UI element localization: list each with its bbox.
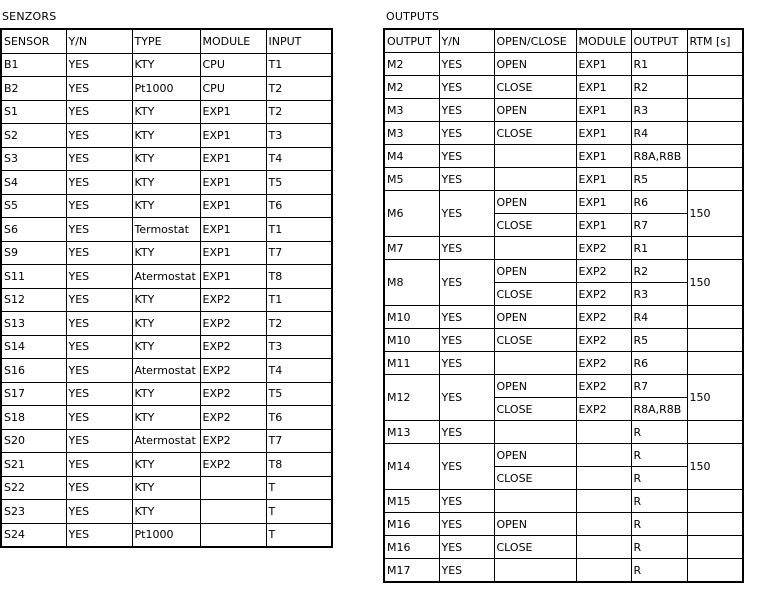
sensor-cell: S6 <box>1 218 66 242</box>
module-cell: EXP1 <box>200 147 266 171</box>
openclose-cell <box>494 145 576 168</box>
yn-cell: YES <box>439 513 494 536</box>
table-row <box>384 76 743 99</box>
type-cell: KTY <box>132 312 200 336</box>
input-cell: T4 <box>266 147 332 171</box>
relay-cell: R <box>631 421 687 444</box>
type-cell: KTY <box>132 476 200 500</box>
module-cell: EXP1 <box>576 76 631 99</box>
output-cell: M10 <box>384 329 439 352</box>
rtm-cell: 150 <box>687 375 743 421</box>
yn-cell: YES <box>66 265 132 289</box>
rtm-cell <box>687 559 743 583</box>
input-cell: T <box>266 500 332 524</box>
yn-cell: YES <box>66 194 132 218</box>
module-cell: EXP2 <box>576 260 631 283</box>
module-cell: EXP2 <box>576 375 631 398</box>
type-cell: KTY <box>132 171 200 195</box>
header-yn: Y/N <box>439 29 494 53</box>
input-cell: T6 <box>266 194 332 218</box>
type-cell: Pt1000 <box>132 77 200 101</box>
sensor-cell: S3 <box>1 147 66 171</box>
rtm-cell <box>687 421 743 444</box>
output-cell: M14 <box>384 444 439 490</box>
output-cell: M6 <box>384 191 439 237</box>
table-row <box>384 99 743 122</box>
table-row <box>1 406 332 430</box>
openclose-cell: OPEN <box>494 53 576 76</box>
yn-cell: YES <box>66 53 132 77</box>
sensor-cell: S24 <box>1 523 66 547</box>
rtm-cell: 150 <box>687 191 743 237</box>
module-cell: EXP2 <box>200 288 266 312</box>
module-cell <box>200 523 266 547</box>
type-cell: Atermostat <box>132 359 200 383</box>
input-cell: T8 <box>266 265 332 289</box>
relay-cell: R <box>631 444 687 467</box>
table-row <box>384 421 743 444</box>
openclose-cell: CLOSE <box>494 536 576 559</box>
header-module: MODULE <box>576 29 631 53</box>
module-cell: EXP2 <box>576 398 631 421</box>
yn-cell: YES <box>439 122 494 145</box>
rtm-cell <box>687 490 743 513</box>
openclose-cell: OPEN <box>494 306 576 329</box>
table-row <box>1 453 332 477</box>
output-cell: M2 <box>384 76 439 99</box>
module-cell: EXP1 <box>200 194 266 218</box>
openclose-cell: CLOSE <box>494 467 576 490</box>
module-cell: CPU <box>200 77 266 101</box>
module-cell: EXP1 <box>576 99 631 122</box>
output-cell: M2 <box>384 53 439 76</box>
openclose-cell: CLOSE <box>494 398 576 421</box>
relay-cell: R <box>631 490 687 513</box>
yn-cell: YES <box>66 500 132 524</box>
yn-cell: YES <box>439 191 494 237</box>
module-cell <box>576 444 631 467</box>
sensor-cell: S22 <box>1 476 66 500</box>
yn-cell: YES <box>66 124 132 148</box>
openclose-cell: CLOSE <box>494 329 576 352</box>
table-row <box>1 312 332 336</box>
table-row <box>1 288 332 312</box>
relay-cell: R7 <box>631 214 687 237</box>
table-row <box>384 145 743 168</box>
yn-cell: YES <box>66 453 132 477</box>
sensor-cell: S1 <box>1 100 66 124</box>
header-rtm: RTM [s] <box>687 29 743 53</box>
table-row <box>1 241 332 265</box>
sensors-title: SENZORS <box>2 10 57 23</box>
module-cell: EXP1 <box>576 168 631 191</box>
yn-cell: YES <box>439 329 494 352</box>
table-row <box>1 53 332 77</box>
table-row <box>384 444 743 467</box>
yn-cell: YES <box>66 382 132 406</box>
module-cell: EXP1 <box>200 265 266 289</box>
rtm-cell <box>687 168 743 191</box>
relay-cell: R2 <box>631 260 687 283</box>
yn-cell: YES <box>439 490 494 513</box>
rtm-cell <box>687 306 743 329</box>
output-cell: M11 <box>384 352 439 375</box>
openclose-cell <box>494 237 576 260</box>
type-cell: KTY <box>132 335 200 359</box>
module-cell <box>200 500 266 524</box>
module-cell <box>576 559 631 583</box>
yn-cell: YES <box>439 444 494 490</box>
output-cell: M17 <box>384 559 439 583</box>
yn-cell: YES <box>66 359 132 383</box>
module-cell: EXP2 <box>200 359 266 383</box>
sensor-cell: S20 <box>1 429 66 453</box>
relay-cell: R8A,R8B <box>631 398 687 421</box>
table-row <box>384 122 743 145</box>
header-sensor: SENSOR <box>1 29 66 53</box>
output-cell: M10 <box>384 306 439 329</box>
yn-cell: YES <box>66 406 132 430</box>
type-cell: KTY <box>132 124 200 148</box>
relay-cell: R6 <box>631 191 687 214</box>
rtm-cell <box>687 513 743 536</box>
sensor-cell: S14 <box>1 335 66 359</box>
type-cell: Atermostat <box>132 429 200 453</box>
table-row <box>1 382 332 406</box>
input-cell: T1 <box>266 218 332 242</box>
type-cell: KTY <box>132 100 200 124</box>
relay-cell: R5 <box>631 329 687 352</box>
openclose-cell: OPEN <box>494 513 576 536</box>
yn-cell: YES <box>439 168 494 191</box>
relay-cell: R <box>631 467 687 490</box>
sensor-cell: S12 <box>1 288 66 312</box>
yn-cell: YES <box>66 429 132 453</box>
sensors-table <box>0 28 333 548</box>
relay-cell: R1 <box>631 237 687 260</box>
relay-cell: R3 <box>631 99 687 122</box>
table-row <box>1 500 332 524</box>
module-cell: EXP2 <box>200 429 266 453</box>
openclose-cell: OPEN <box>494 99 576 122</box>
output-cell: M3 <box>384 99 439 122</box>
relay-cell: R <box>631 559 687 583</box>
yn-cell: YES <box>439 375 494 421</box>
input-cell: T1 <box>266 288 332 312</box>
rtm-cell: 150 <box>687 260 743 306</box>
type-cell: KTY <box>132 406 200 430</box>
header-openclose: OPEN/CLOSE <box>494 29 576 53</box>
relay-cell: R7 <box>631 375 687 398</box>
module-cell: EXP1 <box>200 241 266 265</box>
type-cell: KTY <box>132 147 200 171</box>
openclose-cell: CLOSE <box>494 76 576 99</box>
module-cell: EXP2 <box>576 237 631 260</box>
input-cell: T2 <box>266 100 332 124</box>
input-cell: T8 <box>266 453 332 477</box>
yn-cell: YES <box>439 260 494 306</box>
sensor-cell: S21 <box>1 453 66 477</box>
type-cell: KTY <box>132 500 200 524</box>
table-row <box>384 559 743 583</box>
openclose-cell: OPEN <box>494 260 576 283</box>
table-row <box>384 490 743 513</box>
input-cell: T3 <box>266 335 332 359</box>
yn-cell: YES <box>66 100 132 124</box>
type-cell: KTY <box>132 453 200 477</box>
input-cell: T1 <box>266 53 332 77</box>
relay-cell: R5 <box>631 168 687 191</box>
module-cell <box>200 476 266 500</box>
module-cell: EXP2 <box>200 335 266 359</box>
yn-cell: YES <box>439 536 494 559</box>
header-module: MODULE <box>200 29 266 53</box>
type-cell: KTY <box>132 194 200 218</box>
type-cell: KTY <box>132 288 200 312</box>
table-row <box>384 306 743 329</box>
rtm-cell <box>687 145 743 168</box>
module-cell: EXP2 <box>576 306 631 329</box>
module-cell: EXP1 <box>576 191 631 214</box>
yn-cell: YES <box>439 352 494 375</box>
table-row <box>1 523 332 547</box>
module-cell: EXP2 <box>200 406 266 430</box>
rtm-cell <box>687 53 743 76</box>
input-cell: T <box>266 476 332 500</box>
table-row <box>384 53 743 76</box>
module-cell <box>576 513 631 536</box>
sensor-cell: S16 <box>1 359 66 383</box>
yn-cell: YES <box>66 523 132 547</box>
table-row <box>1 147 332 171</box>
module-cell <box>576 490 631 513</box>
relay-cell: R <box>631 536 687 559</box>
yn-cell: YES <box>439 99 494 122</box>
yn-cell: YES <box>439 76 494 99</box>
module-cell: EXP1 <box>200 124 266 148</box>
table-row <box>384 237 743 260</box>
output-cell: M4 <box>384 145 439 168</box>
module-cell: EXP2 <box>200 453 266 477</box>
table-row <box>1 476 332 500</box>
yn-cell: YES <box>66 218 132 242</box>
module-cell: EXP1 <box>576 145 631 168</box>
openclose-cell: CLOSE <box>494 122 576 145</box>
yn-cell: YES <box>66 288 132 312</box>
module-cell: EXP2 <box>200 382 266 406</box>
openclose-cell <box>494 490 576 513</box>
yn-cell: YES <box>66 147 132 171</box>
table-row <box>1 429 332 453</box>
table-row <box>384 329 743 352</box>
outputs-title: OUTPUTS <box>386 10 440 23</box>
sensor-cell: S11 <box>1 265 66 289</box>
openclose-cell: OPEN <box>494 375 576 398</box>
input-cell: T2 <box>266 77 332 101</box>
sensor-cell: S4 <box>1 171 66 195</box>
openclose-cell: OPEN <box>494 444 576 467</box>
module-cell: EXP1 <box>576 53 631 76</box>
header-output: OUTPUT <box>384 29 439 53</box>
relay-cell: R4 <box>631 306 687 329</box>
table-row <box>384 260 743 283</box>
table-row <box>1 335 332 359</box>
relay-cell: R8A,R8B <box>631 145 687 168</box>
header-yn: Y/N <box>66 29 132 53</box>
input-cell: T4 <box>266 359 332 383</box>
output-cell: M15 <box>384 490 439 513</box>
sensor-cell: S17 <box>1 382 66 406</box>
openclose-cell <box>494 421 576 444</box>
openclose-cell <box>494 559 576 583</box>
yn-cell: YES <box>66 241 132 265</box>
yn-cell: YES <box>66 171 132 195</box>
output-cell: M5 <box>384 168 439 191</box>
module-cell: EXP1 <box>200 171 266 195</box>
yn-cell: YES <box>66 476 132 500</box>
yn-cell: YES <box>439 53 494 76</box>
sensors-header-row <box>1 29 332 53</box>
module-cell <box>576 421 631 444</box>
relay-cell: R4 <box>631 122 687 145</box>
rtm-cell <box>687 237 743 260</box>
yn-cell: YES <box>66 77 132 101</box>
rtm-cell <box>687 352 743 375</box>
table-row <box>1 218 332 242</box>
module-cell: EXP2 <box>200 312 266 336</box>
input-cell: T6 <box>266 406 332 430</box>
outputs-header-row <box>384 29 743 53</box>
relay-cell: R6 <box>631 352 687 375</box>
input-cell: T7 <box>266 241 332 265</box>
relay-cell: R1 <box>631 53 687 76</box>
input-cell: T5 <box>266 382 332 406</box>
output-cell: M13 <box>384 421 439 444</box>
table-row <box>384 352 743 375</box>
output-cell: M16 <box>384 513 439 536</box>
header-type: TYPE <box>132 29 200 53</box>
sensor-cell: B1 <box>1 53 66 77</box>
type-cell: Pt1000 <box>132 523 200 547</box>
type-cell: KTY <box>132 53 200 77</box>
sensor-cell: S18 <box>1 406 66 430</box>
type-cell: KTY <box>132 382 200 406</box>
module-cell: EXP1 <box>576 122 631 145</box>
openclose-cell: OPEN <box>494 191 576 214</box>
module-cell: EXP2 <box>576 329 631 352</box>
rtm-cell <box>687 122 743 145</box>
module-cell <box>576 467 631 490</box>
header-input: INPUT <box>266 29 332 53</box>
input-cell: T7 <box>266 429 332 453</box>
yn-cell: YES <box>439 145 494 168</box>
relay-cell: R3 <box>631 283 687 306</box>
table-row <box>384 191 743 214</box>
table-row <box>384 513 743 536</box>
rtm-cell: 150 <box>687 444 743 490</box>
input-cell: T2 <box>266 312 332 336</box>
table-row <box>384 168 743 191</box>
input-cell: T3 <box>266 124 332 148</box>
table-row <box>1 359 332 383</box>
output-cell: M16 <box>384 536 439 559</box>
output-cell: M12 <box>384 375 439 421</box>
openclose-cell <box>494 352 576 375</box>
table-row <box>1 124 332 148</box>
table-row <box>1 265 332 289</box>
yn-cell: YES <box>439 559 494 583</box>
type-cell: KTY <box>132 241 200 265</box>
table-row <box>1 100 332 124</box>
yn-cell: YES <box>66 335 132 359</box>
module-cell: CPU <box>200 53 266 77</box>
sensor-cell: S13 <box>1 312 66 336</box>
sensor-cell: S23 <box>1 500 66 524</box>
rtm-cell <box>687 76 743 99</box>
sensor-cell: S5 <box>1 194 66 218</box>
sensor-cell: B2 <box>1 77 66 101</box>
outputs-table <box>383 28 744 583</box>
table-row <box>1 194 332 218</box>
output-cell: M7 <box>384 237 439 260</box>
yn-cell: YES <box>439 237 494 260</box>
header-relay: OUTPUT <box>631 29 687 53</box>
relay-cell: R2 <box>631 76 687 99</box>
table-row <box>1 77 332 101</box>
openclose-cell: CLOSE <box>494 283 576 306</box>
yn-cell: YES <box>439 306 494 329</box>
yn-cell: YES <box>439 421 494 444</box>
table-row <box>1 171 332 195</box>
input-cell: T5 <box>266 171 332 195</box>
input-cell: T <box>266 523 332 547</box>
openclose-cell <box>494 168 576 191</box>
rtm-cell <box>687 329 743 352</box>
rtm-cell <box>687 536 743 559</box>
module-cell <box>576 536 631 559</box>
module-cell: EXP1 <box>200 100 266 124</box>
table-row <box>384 536 743 559</box>
type-cell: Termostat <box>132 218 200 242</box>
yn-cell: YES <box>66 312 132 336</box>
relay-cell: R <box>631 513 687 536</box>
type-cell: Atermostat <box>132 265 200 289</box>
output-cell: M8 <box>384 260 439 306</box>
module-cell: EXP1 <box>576 214 631 237</box>
sensor-cell: S2 <box>1 124 66 148</box>
openclose-cell: CLOSE <box>494 214 576 237</box>
sensor-cell: S9 <box>1 241 66 265</box>
table-row <box>384 375 743 398</box>
module-cell: EXP2 <box>576 352 631 375</box>
module-cell: EXP2 <box>576 283 631 306</box>
output-cell: M3 <box>384 122 439 145</box>
rtm-cell <box>687 99 743 122</box>
module-cell: EXP1 <box>200 218 266 242</box>
